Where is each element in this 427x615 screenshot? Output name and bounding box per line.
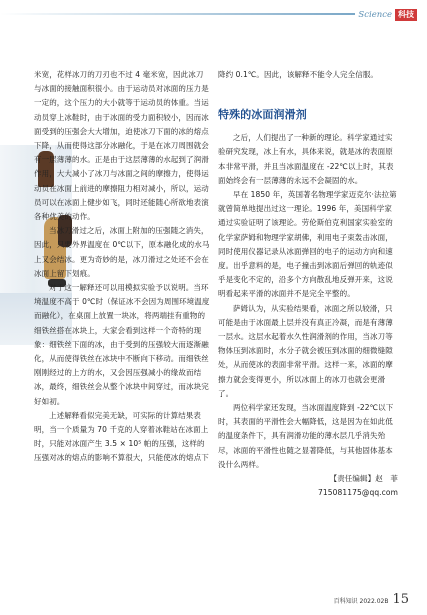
paragraph: 上述解释看似完美无缺，可实际的计算结果表明，当一个质量为 70 千克的人穿着冰鞋站在冰面上时，只能对冰面产生 3.5 × 10⁵ 帕的压强，这样的压强对冰的熔点的影响不算很大，只能使冰的熔点下	[34, 410, 209, 463]
section-label-en: Science	[358, 10, 392, 20]
header-rule	[0, 13, 355, 15]
section-header	[358, 8, 417, 22]
editor-credit: 【责任编辑】赵 菲	[329, 474, 398, 484]
paragraph: 之后，人们提出了一种新的理论。科学家通过实验研究发现，冰上有水，具体来说，就是冰的表面原本非常平滑，并且当冰面温度在 -22℃以上时，其表面始终会有一层薄薄的永远不会凝固的水。	[218, 133, 394, 185]
journal-issue: 百科知识 2022.02B	[333, 598, 389, 605]
page-number: 15	[392, 592, 409, 607]
paragraph: 米宽，花样冰刀的刀刃也不过 4 毫米宽，因此冰刀与冰面的接触面积很小。由于运动员对冰面的压力是一定的，这个压力的大小就等于运动员的体重。当运动员穿上冰鞋时，由于冰面的受力面积较小，因而冰面受到的压强会大大增加，迫使冰刀下面的冰的熔点下降，从而使得这部分冰融化，于是在冰刀周围就会有一层薄薄的水。正是由于这层薄薄的水起到了润滑作用，大大减小了冰刀与冰面之间的摩擦力，使得运动员在冰面上前进的摩擦阻力相对减小，所以，运动员可以在冰面上健步如飞，同时还能随心所欲地表演各种优美的动作。	[34, 70, 209, 222]
paragraph: 降约 0.1℃。因此，该解释不能令人完全信服。	[218, 70, 379, 79]
paragraph: 对于这一解释还可以用模拟实验予以说明。当环境温度不高于 0℃时（保证冰不会因为周围环境温度而融化），在桌面上放置一块冰，将两端挂有重物的细铁丝搭在冰块上，大家会看到这样一个奇特的现象：细铁丝下面的冰，由于受到的压强较大而逐渐融化，从而使得铁丝在冰块中不断向下移动。而细铁丝刚刚经过的上方的水，又会因压强减小的缘故而结冰，最终，细铁丝会从整个冰块中间穿过，而冰块完好如初。	[34, 283, 210, 406]
right-column	[218, 68, 398, 500]
page-footer	[334, 592, 409, 607]
editor-email: 715081175@qq.com	[318, 488, 398, 498]
section-title: 特殊的冰面润滑剂	[218, 108, 307, 122]
paragraph: 当冰刀滑过之后，冰面上附加的压强随之消失，因此，只要外界温度在 0℃以下，原本融化成的水马上又会结冰。更为奇妙的是，冰刀滑过之处还不会在冰面上留下划痕。	[34, 226, 210, 278]
paragraph: 早在 1850 年，英国著名物理学家迈克尔·法拉第就曾简单地提出过这一理论。1996 年，美国科学家通过实验证明了该理论。劳伦斯伯克利国家实验室的化学家萨姆和物理学家胡佛，利用电子束轰击冰面，同时使用仪器记录从冰面弹回的电子的运动方向和速度。出乎意料的是，电子撞击到冰面后弹回的轨迹似乎是变化不定的，沿多个方向散乱地反弹开来，这说明看起来平滑的冰面并不是完全平整的。	[218, 190, 397, 299]
paragraph: 两位科学家还发现，当冰面温度降到 -22℃以下时，其表面的平滑性会大幅降低，这是因为在如此低的温度条件下，具有润滑功能的薄水层几乎消失殆尽，冰面的平滑性也随之显著降低，与其他固体基本没什么两样。	[218, 403, 394, 469]
section-label-badge: 科技	[395, 9, 417, 21]
paragraph: 萨姆认为，从实验结果看，冰面之所以较滑，只可能是由于冰面最上层并没有真正冷凝，而是有薄薄一层水。这层水起着水久性润滑剂的作用，当冰刀等物体压到冰面时，水分子就会被压到冰面的细微缝隙处，从而使冰的表面非常平滑。这样一来，冰面的摩擦力就会变得更小，所以冰面上的冰刀也就会更滑了。	[218, 303, 393, 398]
left-column	[34, 68, 211, 466]
